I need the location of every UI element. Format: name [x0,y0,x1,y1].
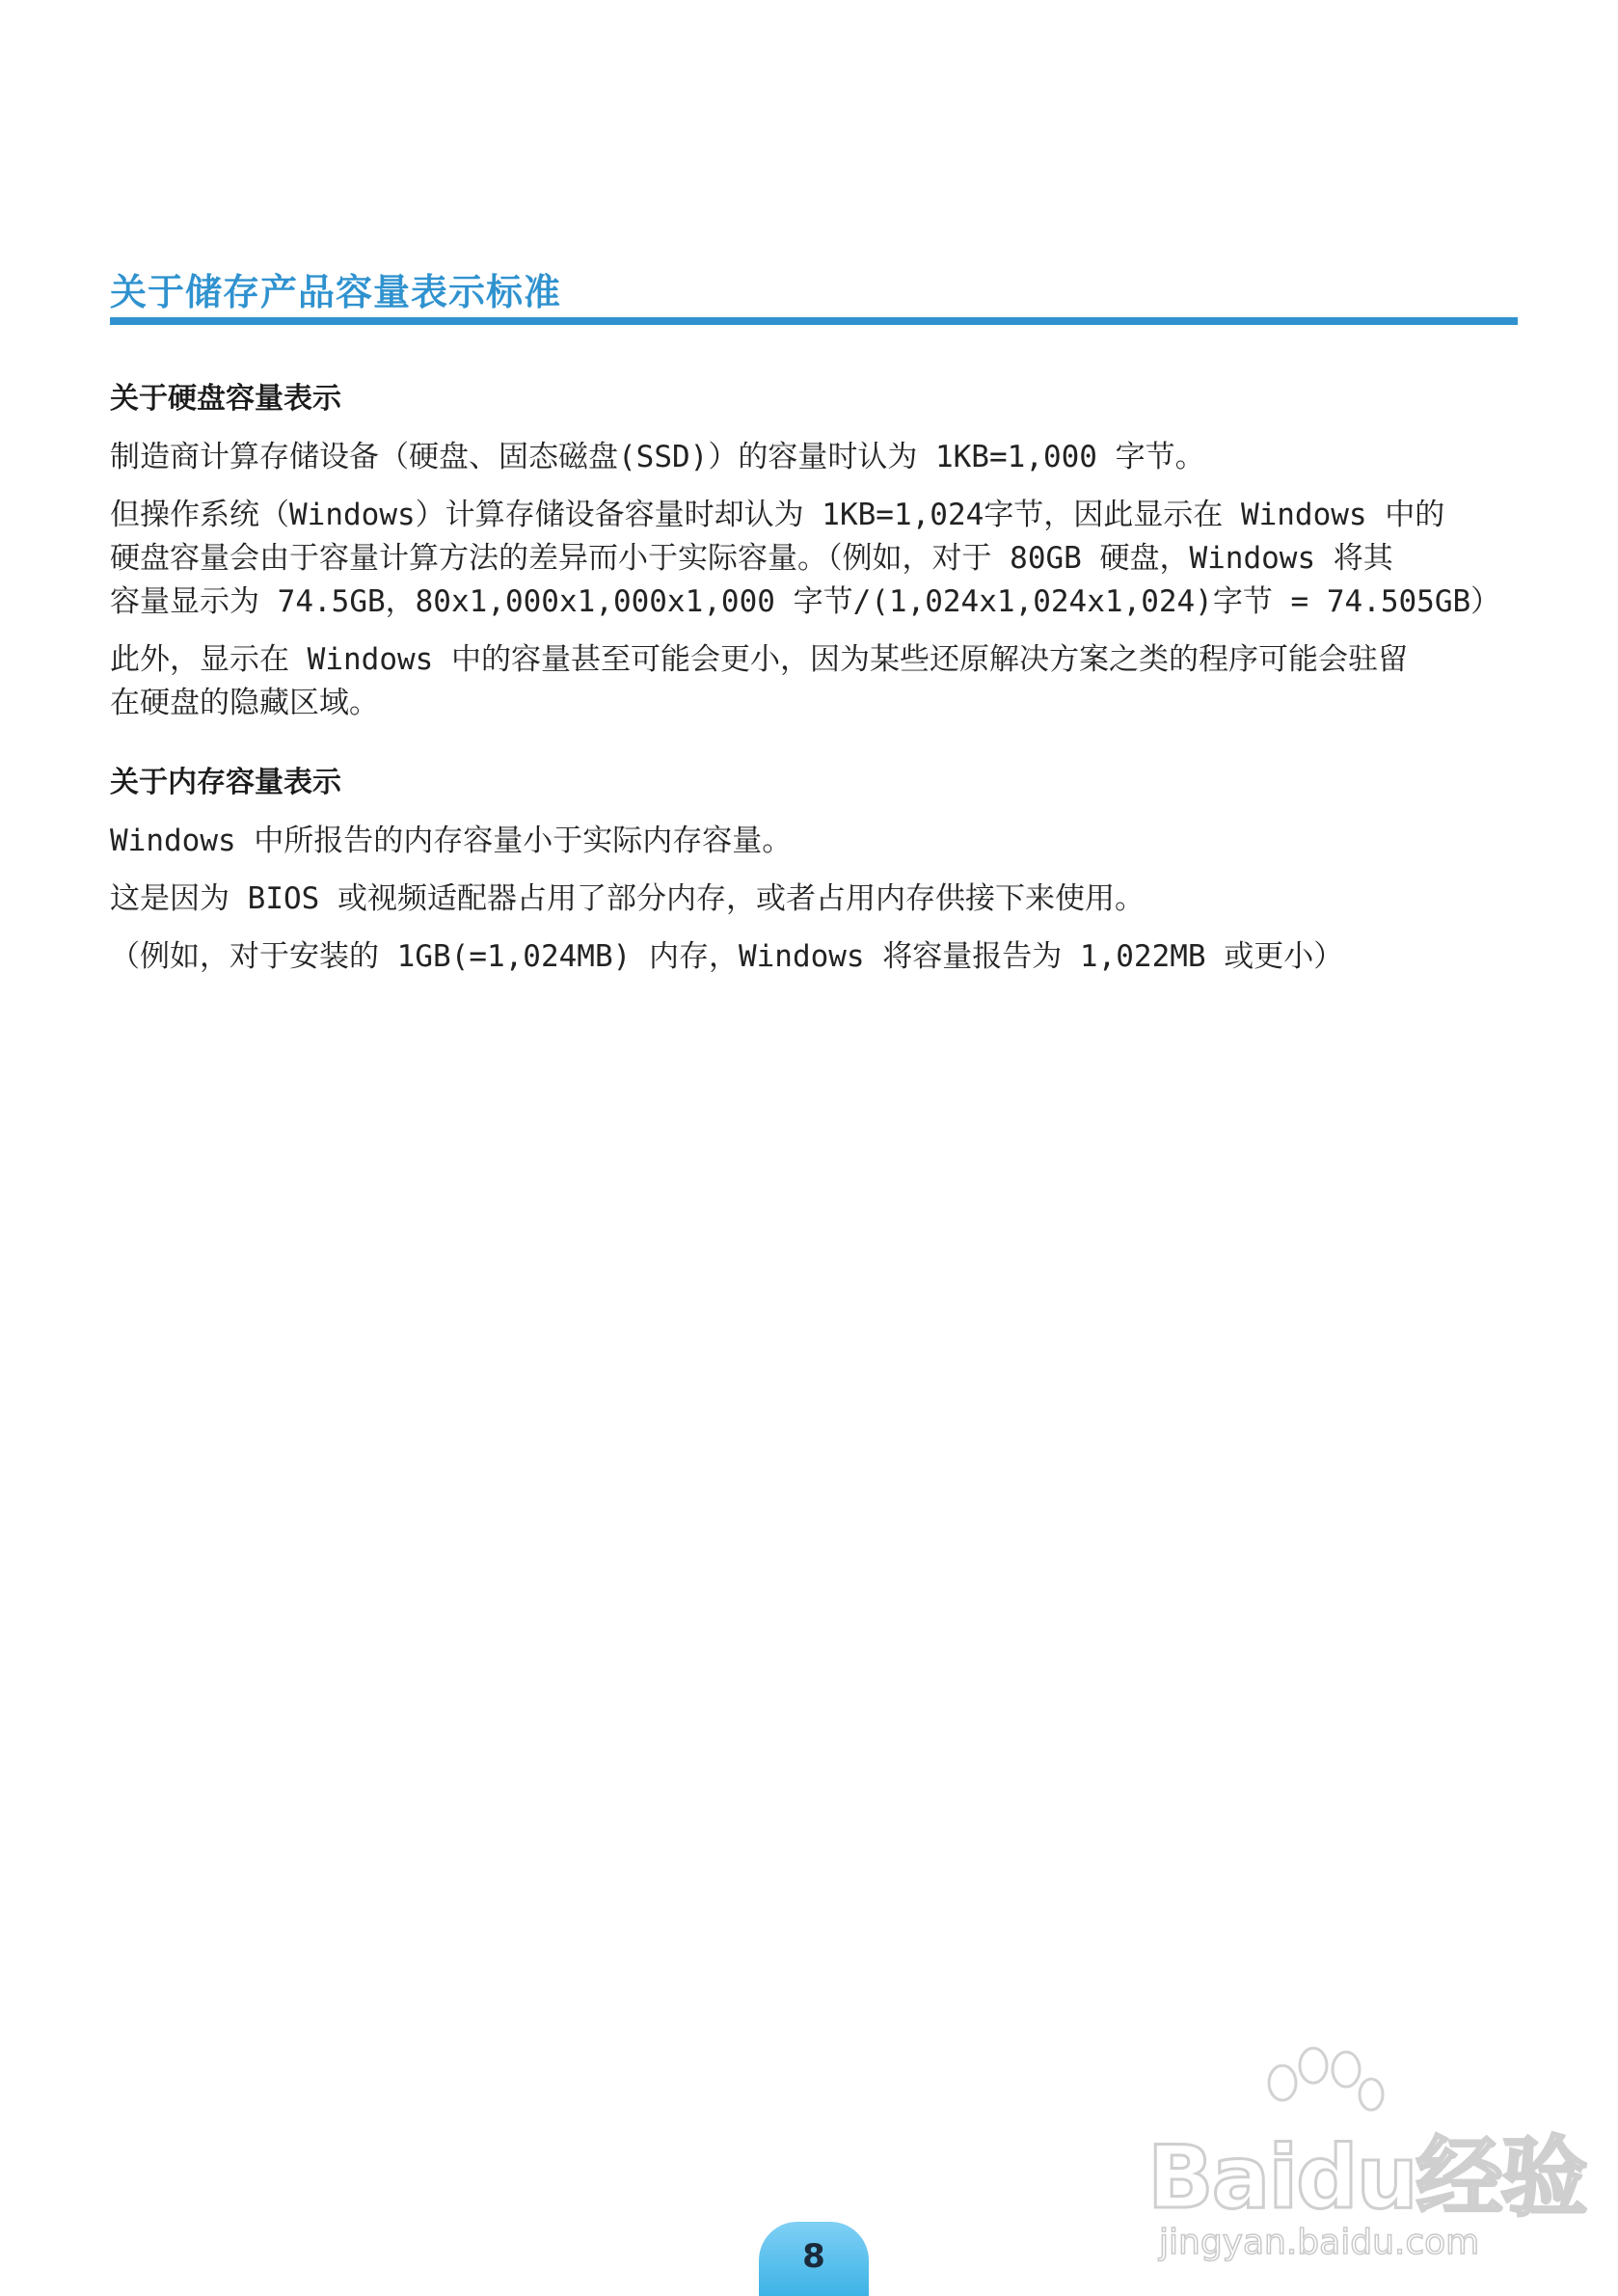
page-number: 8 [802,2236,825,2276]
content-body [110,378,1518,1015]
section-heading: 关于内存容量表示 [110,766,341,799]
paragraph: 但操作系统（Windows）计算存储设备容量时却认为 1KB=1,024字节，因此显示在 Windows 中的 [110,498,1445,532]
paragraph: 容量显示为 74.5GB，80x1,000x1,000x1,000 字节/(1,024x1,024x1,024)字节 = 74.505GB） [110,584,1501,619]
page-number-tab [759,2222,869,2296]
section-memory-capacity [110,762,1518,979]
title-underline [110,317,1518,325]
paragraph: 硬盘容量会由于容量计算方法的差异而小于实际容量。（例如，对于 80GB 硬盘，Windows 将其 [110,541,1393,576]
paragraph: 这是因为 BIOS 或视频适配器占用了部分内存，或者占用内存供接下来使用。 [110,881,1145,916]
paragraph: Windows 中所报告的内存容量小于实际内存容量。 [110,824,793,858]
paragraph: 在硬盘的隐藏区域。 [110,686,379,720]
section-heading: 关于硬盘容量表示 [110,382,341,416]
paragraph: 此外，显示在 Windows 中的容量甚至可能会更小，因为某些还原解决方案之类的程序可能会驻留 [110,642,1408,677]
paragraph: 制造商计算存储设备（硬盘、固态磁盘(SSD)）的容量时认为 1KB=1,000 字节。 [110,440,1205,474]
baidu-jingyan-watermark [1147,2054,1586,2266]
watermark-url: jingyan.baidu.com [1159,2223,1480,2262]
page-title: 关于储存产品容量表示标准 [110,271,562,313]
paragraph: （例如，对于安装的 1GB(=1,024MB) 内存，Windows 将容量报告为 1,022MB 或更小） [110,939,1344,974]
section-hdd-capacity [110,378,1518,725]
watermark-brand: Baidu经验 [1147,2127,1586,2228]
